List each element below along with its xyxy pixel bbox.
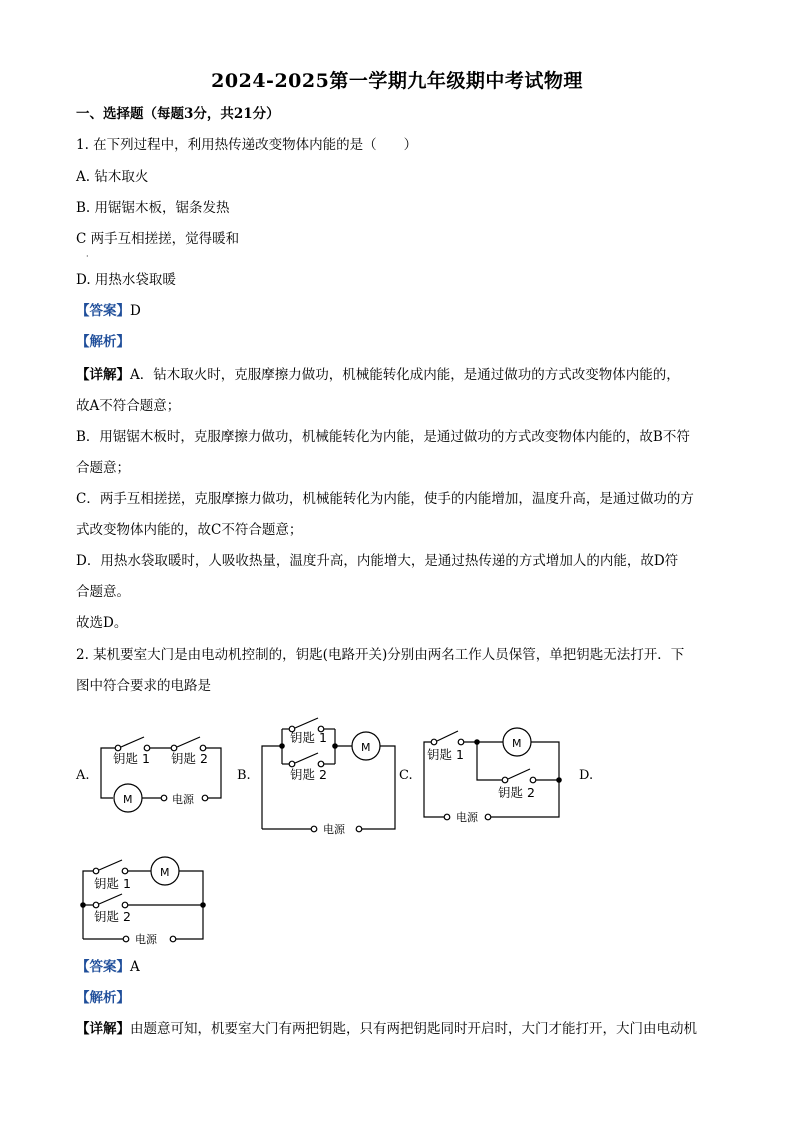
- key-2-label: 钥匙 2: [94, 909, 131, 924]
- q1-detail-line: 式改变物体内能的，故C不符合题意；: [76, 522, 303, 538]
- key-2-label: 钥匙 2: [290, 767, 327, 782]
- q1-option-b: B. 用锯锯木板，锯条发热: [76, 200, 230, 216]
- key-1-label: 钥匙 1: [113, 751, 150, 766]
- q2-detail-line: [76, 1019, 697, 1039]
- analysis-tag: 【解析】: [76, 990, 130, 1006]
- analysis-tag: 【解析】: [76, 334, 130, 350]
- detail-text: 由题意可知，机要室大门有两把钥匙，只有两把钥匙同时开启时，大门才能打开，大门由电动机: [130, 1021, 697, 1037]
- q1-detail-line: 合题意；: [76, 460, 130, 476]
- power-source-label: 电源: [456, 811, 478, 824]
- q1-detail-line: 故A不符合题意；: [76, 398, 181, 414]
- answer-value: A: [130, 959, 140, 975]
- q2-stem-line: 图中符合要求的电路是: [76, 678, 211, 694]
- answer-tag: 【答案】: [76, 303, 130, 319]
- motor-label: M: [361, 741, 371, 754]
- q1-stem: 1. 在下列过程中，利用热传递改变物体内能的是（ ）: [76, 137, 418, 153]
- key-2-label: 钥匙 2: [498, 785, 535, 800]
- section-heading: 一、选择题（每题3分，共21分）: [76, 106, 280, 122]
- motor-label: M: [512, 737, 522, 750]
- motor-label: M: [160, 866, 170, 879]
- power-source-label: 电源: [135, 933, 157, 946]
- circuit-c: [424, 728, 561, 820]
- detail-text: A．钻木取火时，克服摩擦力做功，机械能转化成内能，是通过做功的方式改变物体内能的，: [130, 367, 680, 383]
- key-1-label: 钥匙 1: [427, 747, 464, 762]
- stray-dot: ·: [86, 252, 89, 261]
- q1-detail-line: 故选D。: [76, 615, 128, 631]
- option-label-d: D.: [579, 768, 594, 783]
- option-label-b: B.: [237, 768, 251, 783]
- power-source-label: 电源: [172, 793, 194, 806]
- q2-analysis: [76, 988, 130, 1008]
- q1-detail-line: 合题意。: [76, 584, 130, 600]
- key-1-label: 钥匙 1: [290, 730, 327, 745]
- q1-detail-line: D．用热水袋取暖时，人吸收热量，温度升高，内能增大，是通过热传递的方式增加人的内能，故D符: [76, 553, 679, 569]
- answer-tag: 【答案】: [76, 959, 130, 975]
- option-label-a: A.: [76, 768, 90, 783]
- q2-answer: [76, 957, 140, 977]
- option-label-c: C.: [399, 768, 413, 783]
- detail-tag: 【详解】: [76, 1021, 130, 1037]
- circuit-b: [262, 718, 395, 832]
- q1-option-a: A. 钻木取火: [76, 169, 149, 185]
- q1-detail-line: B．用锯锯木板时，克服摩擦力做功，机械能转化为内能，是通过做功的方式改变物体内能的，故B不符: [76, 429, 690, 445]
- circuit-d: [81, 857, 205, 942]
- key-1-label: 钥匙 1: [94, 876, 131, 891]
- circuit-a: [101, 737, 221, 812]
- motor-label: M: [123, 793, 133, 806]
- page-title: 2024-2025第一学期九年级期中考试物理: [211, 70, 583, 92]
- q1-detail-line: C．两手互相搓搓，克服摩擦力做功，机械能转化为内能，使手的内能增加，温度升高，是通过做功的方: [76, 491, 694, 507]
- detail-tag: 【详解】: [76, 367, 130, 383]
- power-source-label: 电源: [323, 823, 345, 836]
- q1-option-d: D. 用热水袋取暖: [76, 272, 176, 288]
- q1-option-c: C 两手互相搓搓，觉得暖和: [76, 231, 240, 247]
- q2-stem-line: 2. 某机要室大门是由电动机控制的，钥匙(电路开关)分别由两名工作人员保管，单把钥匙无法打开．下: [76, 647, 685, 663]
- key-2-label: 钥匙 2: [171, 751, 208, 766]
- answer-value: D: [130, 303, 141, 319]
